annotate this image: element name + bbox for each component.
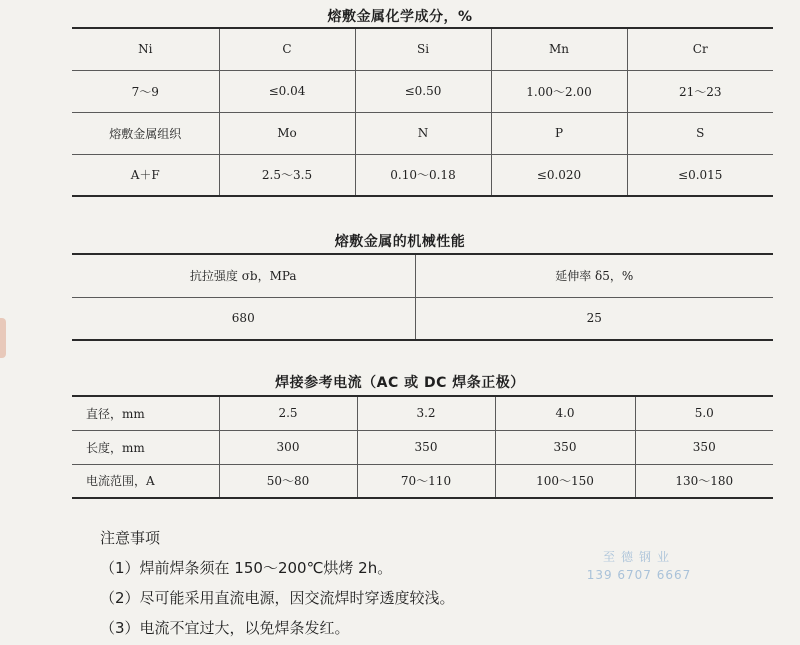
current-value-cell: 350	[357, 430, 495, 464]
current-row-label: 电流范围，A	[72, 464, 219, 498]
chem-header-cell: C	[219, 28, 355, 70]
mechanical-properties-table	[72, 253, 773, 341]
chem-value-cell: 21～23	[627, 70, 773, 112]
chem-header-cell: 熔敷金属组织	[72, 112, 219, 154]
current-row	[72, 430, 773, 464]
chem-header-cell: P	[491, 112, 627, 154]
chem-value-row-2	[72, 154, 773, 196]
current-table-title: 焊接参考电流（AC 或 DC 焊条正极）	[275, 375, 525, 391]
mech-header-cell: 抗拉强度 σb，MPa	[72, 254, 415, 297]
current-value-cell: 4.0	[495, 396, 635, 430]
mech-value-row	[72, 297, 773, 340]
current-value-cell: 70～110	[357, 464, 495, 498]
note-item: （2）尽可能采用直流电源，因交流焊时穿透度较浅。	[100, 589, 455, 607]
mech-table-title: 熔敷金属的机械性能	[334, 234, 466, 250]
current-row-label: 长度，mm	[72, 430, 219, 464]
chem-value-cell: ≤0.50	[355, 70, 491, 112]
notes-heading: 注意事项	[100, 529, 161, 547]
chem-composition-table	[72, 27, 773, 197]
chem-value-cell: 2.5～3.5	[219, 154, 355, 196]
chem-value-cell: 7～9	[72, 70, 219, 112]
current-value-cell: 100～150	[495, 464, 635, 498]
current-row-label: 直径，mm	[72, 396, 219, 430]
chem-header-row-1	[72, 28, 773, 70]
current-value-cell: 350	[635, 430, 773, 464]
chem-value-cell: A＋F	[72, 154, 219, 196]
watermark-company-name: 至德钢业	[602, 550, 675, 564]
chem-header-cell: S	[627, 112, 773, 154]
chem-header-cell: Cr	[627, 28, 773, 70]
note-item: （3）电流不宜过大，以免焊条发红。	[100, 619, 350, 637]
mech-value-cell: 680	[72, 297, 415, 340]
chem-header-cell: Mo	[219, 112, 355, 154]
chem-value-cell: ≤0.020	[491, 154, 627, 196]
chem-value-row-1	[72, 70, 773, 112]
chem-value-cell: 1.00～2.00	[491, 70, 627, 112]
current-row	[72, 464, 773, 498]
watermark	[584, 548, 694, 584]
mech-header-cell: 延伸率 δ5，%	[415, 254, 773, 297]
chem-value-cell: 0.10～0.18	[355, 154, 491, 196]
current-value-cell: 3.2	[357, 396, 495, 430]
mech-value-cell: 25	[415, 297, 773, 340]
welding-current-table	[72, 395, 773, 499]
notes-section	[100, 523, 455, 643]
page-edge-stain	[0, 318, 6, 358]
current-value-cell: 300	[219, 430, 357, 464]
note-item: （1）焊前焊条须在 150～200℃烘烤 2h。	[100, 559, 393, 577]
watermark-phone: 139 6707 6667	[586, 568, 692, 582]
current-value-cell: 350	[495, 430, 635, 464]
chem-header-cell: Si	[355, 28, 491, 70]
current-value-cell: 2.5	[219, 396, 357, 430]
chem-value-cell: ≤0.04	[219, 70, 355, 112]
current-value-cell: 50～80	[219, 464, 357, 498]
mech-header-row	[72, 254, 773, 297]
chem-header-cell: Ni	[72, 28, 219, 70]
current-value-cell: 130～180	[635, 464, 773, 498]
chem-table-title: 熔敷金属化学成分，%	[327, 9, 473, 25]
chem-header-row-2	[72, 112, 773, 154]
chem-value-cell: ≤0.015	[627, 154, 773, 196]
chem-header-cell: N	[355, 112, 491, 154]
current-value-cell: 5.0	[635, 396, 773, 430]
chem-header-cell: Mn	[491, 28, 627, 70]
current-row	[72, 396, 773, 430]
